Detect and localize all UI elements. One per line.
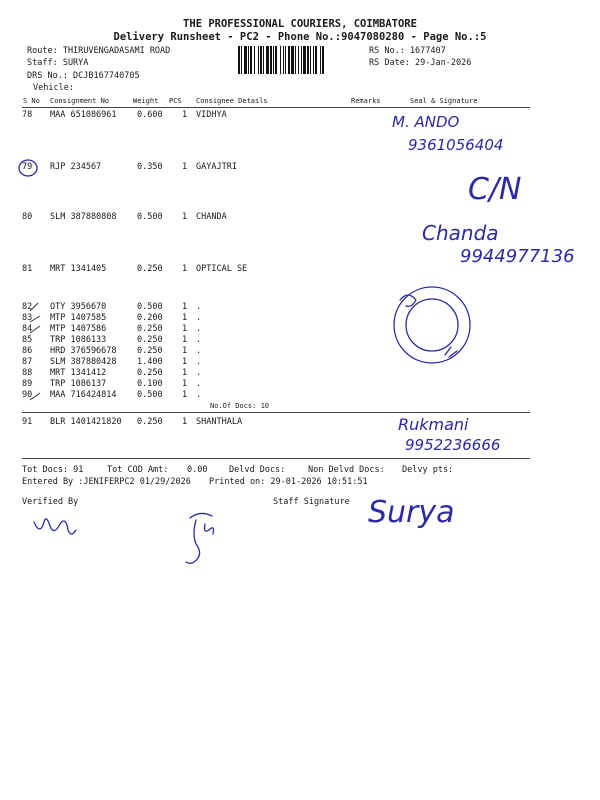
route: Route: THIRUVENGADASAMI ROAD bbox=[27, 46, 171, 56]
row-pcs: 1 bbox=[182, 212, 188, 222]
verified-by: Verified By bbox=[22, 497, 79, 507]
row-consignment: TRP 1086133 bbox=[50, 335, 107, 345]
circle-mark-79 bbox=[19, 160, 37, 176]
printed-on: Printed on: 29-01-2026 10:51:51 bbox=[209, 477, 368, 487]
check-mark-90 bbox=[30, 393, 40, 400]
col-remarks: Remarks bbox=[351, 97, 381, 105]
verified-signature bbox=[34, 519, 76, 534]
row-consignment: BLR 1401421820 bbox=[50, 417, 122, 427]
row-weight: 0.250 bbox=[137, 264, 163, 274]
row-consignment: SLM 387880428 bbox=[50, 357, 117, 367]
row-pcs: 1 bbox=[182, 346, 188, 356]
row-pcs: 1 bbox=[182, 357, 188, 367]
row-weight: 0.250 bbox=[137, 368, 163, 378]
row-weight: 0.250 bbox=[137, 417, 163, 427]
handwritten-name-78: M. ANDO bbox=[392, 113, 460, 131]
company-name: THE PROFESSIONAL COURIERS, COIMBATORE bbox=[183, 18, 417, 30]
row-sno: 89 bbox=[22, 379, 33, 389]
row-sno: 87 bbox=[22, 357, 33, 367]
entered-by: Entered By :JENIFERPC2 01/29/2026 bbox=[22, 477, 191, 487]
row-consignee: . bbox=[196, 302, 202, 312]
row-consignment: TRP 1086137 bbox=[50, 379, 107, 389]
row-sno: 83 bbox=[22, 313, 33, 323]
row-consignment: RJP 234567 bbox=[50, 162, 102, 172]
staff-signature-label: Staff Signature bbox=[273, 497, 350, 507]
row-pcs: 1 bbox=[182, 110, 188, 120]
row-consignee: . bbox=[196, 324, 202, 334]
row-pcs: 1 bbox=[182, 379, 188, 389]
col-seal: Seal & Signature bbox=[410, 97, 478, 105]
row-consignment: OTY 3956670 bbox=[50, 302, 107, 312]
row-pcs: 1 bbox=[182, 313, 188, 323]
row-consignee: GAYAJTRI bbox=[196, 162, 237, 172]
row-sno: 82 bbox=[22, 302, 33, 312]
row-consignment: MRT 1341412 bbox=[50, 368, 107, 378]
row-pcs: 1 bbox=[182, 162, 188, 172]
row-weight: 0.250 bbox=[137, 335, 163, 345]
row-consignee: . bbox=[196, 313, 202, 323]
row-pcs: 1 bbox=[182, 335, 188, 345]
row-pcs: 1 bbox=[182, 264, 188, 274]
row-weight: 0.500 bbox=[137, 302, 163, 312]
row-weight: 0.250 bbox=[137, 346, 163, 356]
row-consignee: . bbox=[196, 357, 202, 367]
row-consignee: . bbox=[196, 379, 202, 389]
handwritten-phone-78: 9361056404 bbox=[408, 136, 504, 154]
check-mark-82 bbox=[30, 303, 38, 311]
row-consignment: MAA 651086961 bbox=[50, 110, 117, 120]
row-consignee: OPTICAL SE bbox=[196, 264, 248, 274]
check-mark-83 bbox=[30, 316, 40, 322]
row-consignee: . bbox=[196, 390, 202, 400]
row-pcs: 1 bbox=[182, 368, 188, 378]
check-mark-84 bbox=[30, 326, 40, 333]
col-pcs: PCS bbox=[169, 97, 182, 105]
delvd-docs: Delvd Docs: bbox=[229, 465, 286, 475]
row-consignment: HRD 376596678 bbox=[50, 346, 117, 356]
col-consignment: Consignment No bbox=[50, 97, 110, 105]
rs-date: RS Date: 29-Jan-2026 bbox=[369, 58, 472, 68]
row-weight: 0.350 bbox=[137, 162, 163, 172]
handwritten-phone-80: 9944977136 bbox=[460, 246, 575, 267]
row-sno: 86 bbox=[22, 346, 33, 356]
row-consignee: SHANTHALA bbox=[196, 417, 243, 427]
company-seal bbox=[394, 287, 470, 363]
row-pcs: 1 bbox=[182, 324, 188, 334]
non-delvd-docs: Non Delvd Docs: bbox=[308, 465, 385, 475]
row-sno: 85 bbox=[22, 335, 33, 345]
staff-signature: Surya bbox=[368, 495, 455, 530]
staff: Staff: SURYA bbox=[27, 58, 89, 68]
row-sno: 79 bbox=[22, 162, 33, 172]
row-consignment: MAA 716424814 bbox=[50, 390, 117, 400]
row-sno: 88 bbox=[22, 368, 33, 378]
tot-docs: Tot Docs: 91 bbox=[22, 465, 84, 475]
handwritten-name-80: Chanda bbox=[422, 221, 499, 245]
row-pcs: 1 bbox=[182, 302, 188, 312]
vehicle: Vehicle: bbox=[33, 83, 74, 93]
row-sno: 80 bbox=[22, 212, 33, 222]
row-sno: 90 bbox=[22, 390, 33, 400]
tot-cod-amount: 0.00 bbox=[187, 465, 208, 475]
middle-signature bbox=[186, 513, 214, 563]
handwritten-phone-91: 9952236666 bbox=[405, 436, 501, 454]
row-sno: 91 bbox=[22, 417, 33, 427]
row-consignee: . bbox=[196, 346, 202, 356]
row-weight: 0.250 bbox=[137, 324, 163, 334]
row-consignee: VIDHYA bbox=[196, 110, 227, 120]
row-pcs: 1 bbox=[182, 390, 188, 400]
row-sno: 78 bbox=[22, 110, 33, 120]
drs-number: DRS No.: DCJB167740705 bbox=[27, 71, 140, 81]
row-consignee: . bbox=[196, 368, 202, 378]
row-weight: 1.400 bbox=[137, 357, 163, 367]
row-consignee: CHANDA bbox=[196, 212, 227, 222]
runsheet-title: Delivery Runsheet - PC2 - Phone No.:9047080280 - Page No.:5 bbox=[113, 31, 487, 43]
row-weight: 0.600 bbox=[137, 110, 163, 120]
row-weight: 0.500 bbox=[137, 212, 163, 222]
rs-number: RS No.: 1677407 bbox=[369, 46, 446, 56]
row-consignment: MTP 1407586 bbox=[50, 324, 107, 334]
no-of-docs: No.Of Docs: 10 bbox=[210, 402, 270, 410]
col-weight: Weight bbox=[133, 97, 159, 105]
col-sno: S No bbox=[23, 97, 40, 105]
delvy-pts: Delvy pts: bbox=[402, 465, 454, 475]
row-consignment: MTP 1407585 bbox=[50, 313, 107, 323]
row-consignment: SLM 387880808 bbox=[50, 212, 117, 222]
row-weight: 0.200 bbox=[137, 313, 163, 323]
handwritten-cn-79: C/N bbox=[468, 172, 522, 207]
row-weight: 0.100 bbox=[137, 379, 163, 389]
row-weight: 0.500 bbox=[137, 390, 163, 400]
row-consignment: MRT 1341405 bbox=[50, 264, 107, 274]
row-consignee: . bbox=[196, 335, 202, 345]
row-pcs: 1 bbox=[182, 417, 188, 427]
col-consignee: Consignee Details bbox=[196, 97, 268, 105]
row-sno: 84 bbox=[22, 324, 33, 334]
row-sno: 81 bbox=[22, 264, 33, 274]
tot-cod-label: Tot COD Amt: bbox=[107, 465, 169, 475]
handwritten-name-91: Rukmani bbox=[398, 415, 469, 434]
